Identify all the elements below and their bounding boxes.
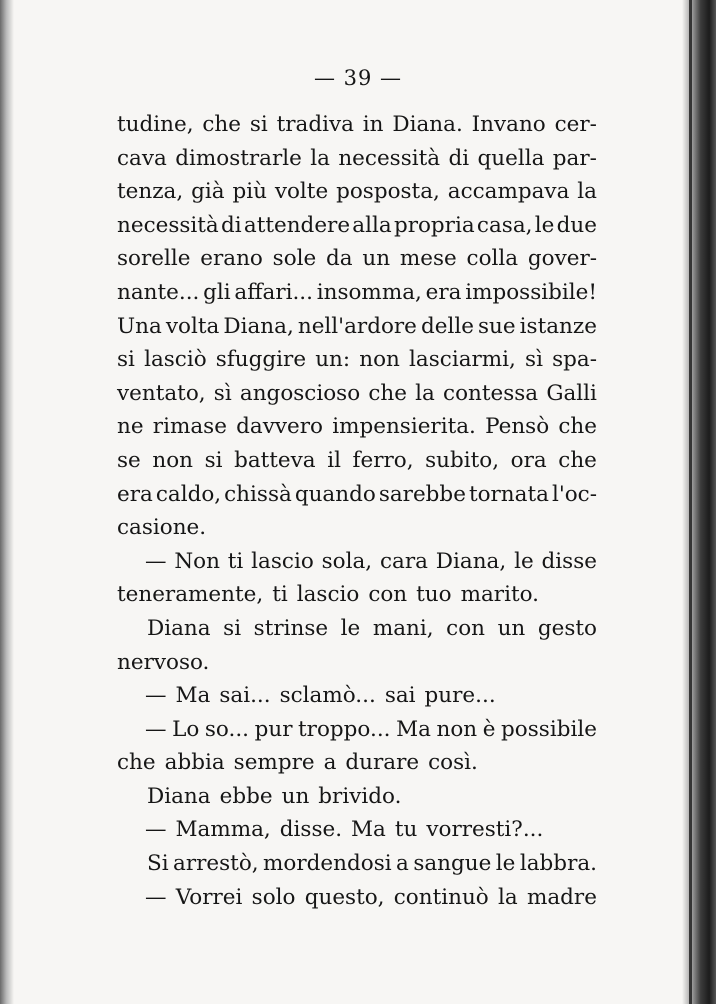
text-line: cava dimostrarle la necessità di quella par- [117, 145, 597, 171]
text-line: necessità di attendere alla propria casa, le due [117, 212, 597, 238]
body-text [117, 108, 597, 914]
text-line: Si arrestò, mordendosi a sangue le labbra. [147, 851, 597, 877]
page-edge-line [689, 0, 692, 1004]
text-line: Una volta Diana, nell'ardore delle sue istanze [117, 313, 597, 339]
text-line: ne rimase davvero impensierita. Pensò che [117, 414, 597, 440]
text-line: che abbia sempre a durare così. [117, 750, 478, 776]
page-edge [682, 0, 716, 1004]
text-line: nervoso. [117, 649, 210, 675]
text-line: nante... gli affari... insomma, era impossibile! [117, 279, 597, 305]
text-line: Diana ebbe un brivido. [147, 783, 402, 809]
text-line: Diana si strinse le mani, con un gesto [147, 615, 597, 641]
text-line: se non si batteva il ferro, subito, ora che [117, 447, 597, 473]
binding-shadow [0, 0, 14, 1004]
text-line: — Mamma, disse. Ma tu vorresti?... [145, 817, 544, 843]
text-line: si lasciò sfuggire un: non lasciarmi, sì spa- [117, 347, 597, 373]
text-line: casione. [117, 515, 207, 541]
text-line: tenza, già più volte posposta, accampava la [117, 179, 597, 205]
text-line: era caldo, chissà quando sarebbe tornata l'oc- [117, 481, 597, 507]
text-line: — Vorrei solo questo, continuò la madre [145, 884, 597, 910]
text-line: teneramente, ti lascio con tuo marito. [117, 582, 539, 608]
text-line: sorelle erano sole da un mese colla gover- [117, 246, 597, 272]
text-line: — Non ti lascio sola, cara Diana, le disse [145, 548, 597, 574]
text-line: tudine, che si tradiva in Diana. Invano cer- [117, 112, 597, 137]
text-line: — Lo so... pur troppo... Ma non è possibile [145, 716, 597, 742]
text-line: ventato, sì angoscioso che la contessa Galli [117, 380, 597, 406]
page-number: — 39 — [313, 66, 403, 90]
text-line: — Ma sai... sclamò... sai pure... [145, 683, 496, 709]
